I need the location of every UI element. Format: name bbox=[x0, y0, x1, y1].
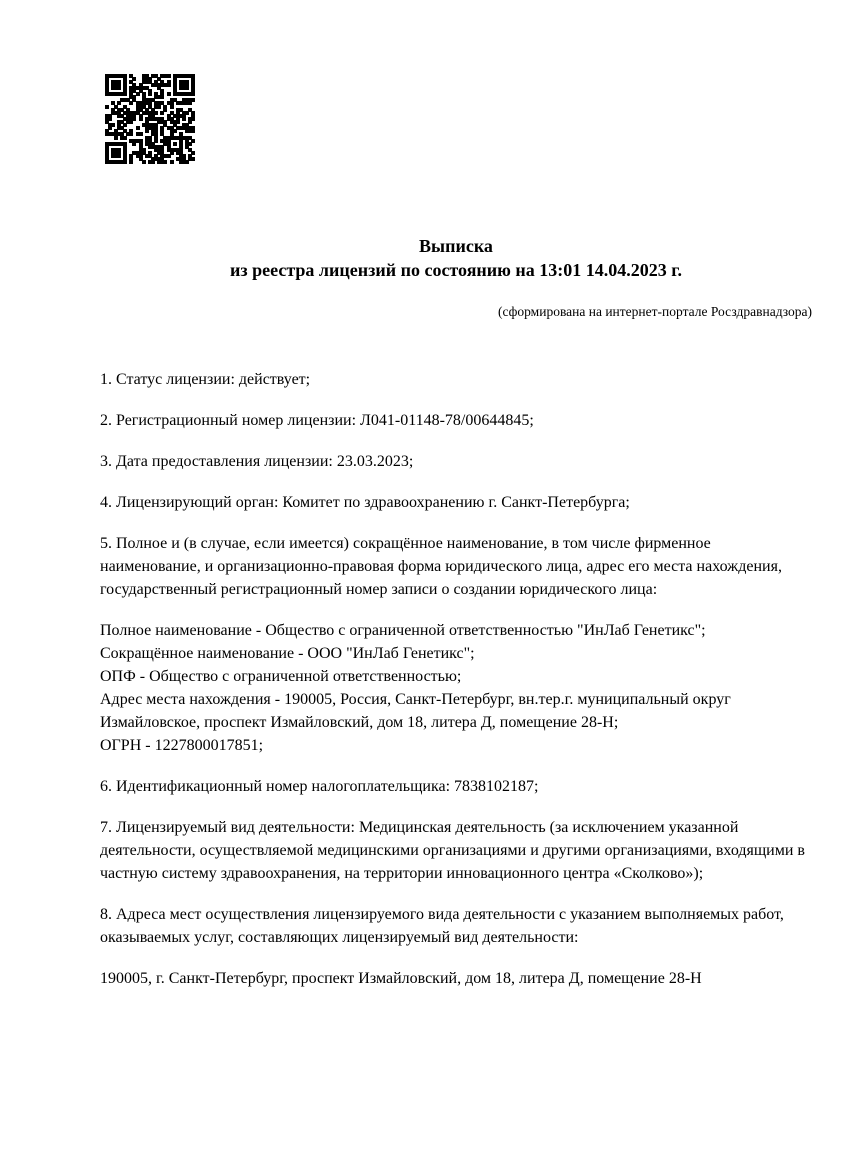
paragraph-line: 4. Лицензирующий орган: Комитет по здравоохранению г. Санкт-Петербурга; bbox=[100, 494, 630, 511]
paragraph-line: ОГРН - 1227800017851; bbox=[100, 737, 264, 754]
paragraph-line: 6. Идентификационный номер налогоплательщика: 7838102187; bbox=[100, 778, 539, 795]
paragraph-line: 3. Дата предоставления лицензии: 23.03.2023; bbox=[100, 453, 414, 470]
document-title bbox=[100, 0, 812, 282]
paragraph-line: 190005, г. Санкт-Петербург, проспект Измайловский, дом 18, литера Д, помещение 28-Н bbox=[100, 970, 702, 987]
paragraph bbox=[100, 903, 812, 949]
paragraph-line: Адрес места нахождения - 190005, Россия, Санкт-Петербург, вн.тер.г. муниципальный округ Измайловское, проспект Измайловский, дом 18, литера Д, помещение 28-Н; bbox=[100, 691, 731, 731]
paragraph-line: Сокращённое наименование - ООО "ИнЛаб Генетикс"; bbox=[100, 645, 475, 662]
paragraph-line: ОПФ - Общество с ограниченной ответственностью; bbox=[100, 668, 462, 685]
paragraph-line: 8. Адреса мест осуществления лицензируемого вида деятельности с указанием выполняемых работ, оказываемых услуг, составляющих лицензируемый вид деятельности: bbox=[100, 906, 784, 946]
paragraph-line: 2. Регистрационный номер лицензии: Л041-01148-78/00644845; bbox=[100, 412, 534, 429]
document-subtitle: (сформирована на интернет-портале Росздравнадзора) bbox=[497, 304, 812, 319]
document-content-column bbox=[100, 0, 812, 1008]
paragraph bbox=[100, 450, 812, 473]
paragraph bbox=[100, 967, 812, 990]
paragraph bbox=[100, 491, 812, 514]
paragraph-line: 7. Лицензируемый вид деятельности: Медицинская деятельность (за исключением указанной деятельности, осуществляемой медицинскими организациями и другими организациями, входящими в частную систему здравоохранения, на территории инновационного центра «Сколково»); bbox=[100, 819, 805, 882]
paragraph bbox=[100, 409, 812, 432]
paragraph bbox=[100, 775, 812, 798]
paragraph-line: 5. Полное и (в случае, если имеется) сокращённое наименование, в том числе фирменное наименование, и организационно-правовая форма юридического лица, адрес его места нахождения, государственный регистрационный номер записи о создании юридического лица: bbox=[100, 535, 782, 598]
document-title-line1: Выписка bbox=[419, 236, 493, 256]
paragraph bbox=[100, 816, 812, 885]
paragraph bbox=[100, 619, 812, 757]
paragraph bbox=[100, 368, 812, 391]
paragraph-line: Полное наименование - Общество с ограниченной ответственностью "ИнЛаб Генетикс"; bbox=[100, 622, 706, 639]
paragraph bbox=[100, 532, 812, 601]
document-body bbox=[100, 368, 812, 990]
document-title-line2: из реестра лицензий по состоянию на 13:01 14.04.2023 г. bbox=[230, 260, 682, 280]
paragraph-line: 1. Статус лицензии: действует; bbox=[100, 371, 311, 388]
